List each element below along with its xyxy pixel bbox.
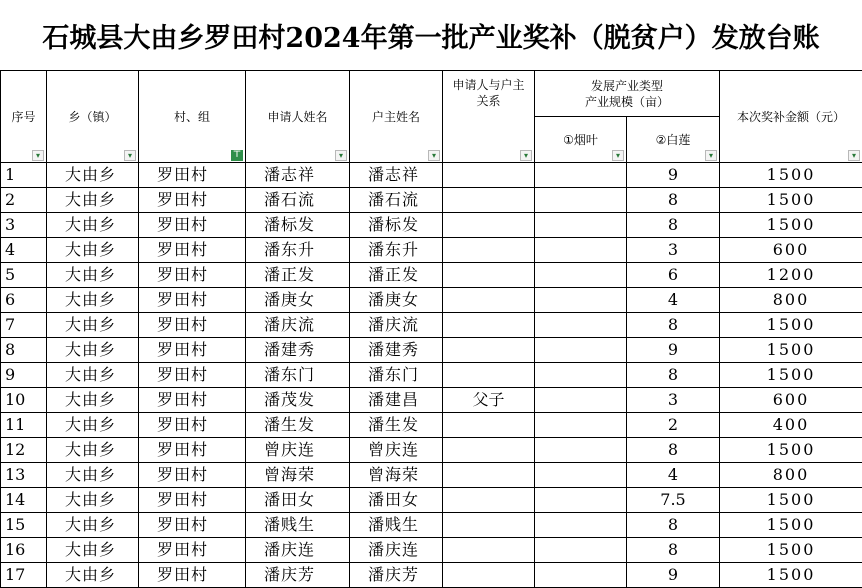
dropdown-arrow-icon[interactable]: ▾ xyxy=(612,150,624,161)
cell-town[interactable]: 大由乡 xyxy=(47,538,139,563)
dropdown-arrow-icon[interactable]: ▾ xyxy=(32,150,44,161)
cell-no[interactable]: 1 xyxy=(1,163,47,188)
cell-no[interactable]: 2 xyxy=(1,188,47,213)
cell-tobacco[interactable] xyxy=(535,513,627,538)
header-lotus: ②白莲 ▾ xyxy=(627,117,720,163)
dropdown-arrow-icon[interactable]: ▾ xyxy=(124,150,136,161)
cell-no[interactable]: 5 xyxy=(1,263,47,288)
cell-lotus[interactable]: 6 xyxy=(627,263,720,288)
cell-village[interactable]: 罗田村 xyxy=(139,288,246,313)
cell-village[interactable]: 罗田村 xyxy=(139,388,246,413)
cell-town[interactable]: 大由乡 xyxy=(47,488,139,513)
cell-village[interactable]: 罗田村 xyxy=(139,538,246,563)
cell-applicant[interactable]: 潘石流 xyxy=(246,188,350,213)
cell-village[interactable]: 罗田村 xyxy=(139,313,246,338)
cell-household[interactable]: 潘庆芳 xyxy=(350,563,443,588)
header-no: 序号 ▾ xyxy=(1,71,47,163)
cell-village[interactable]: 罗田村 xyxy=(139,488,246,513)
cell-household[interactable]: 潘正发 xyxy=(350,263,443,288)
cell-town[interactable]: 大由乡 xyxy=(47,313,139,338)
cell-no[interactable]: 14 xyxy=(1,488,47,513)
cell-no[interactable]: 12 xyxy=(1,438,47,463)
table-row xyxy=(1,463,862,488)
cell-no[interactable]: 3 xyxy=(1,213,47,238)
cell-no[interactable]: 13 xyxy=(1,463,47,488)
cell-village[interactable]: 罗田村 xyxy=(139,163,246,188)
cell-relation[interactable] xyxy=(443,363,535,388)
cell-household[interactable]: 潘标发 xyxy=(350,213,443,238)
table-row xyxy=(1,288,862,313)
cell-tobacco[interactable] xyxy=(535,163,627,188)
cell-lotus[interactable]: 8 xyxy=(627,538,720,563)
dropdown-arrow-icon[interactable]: ▾ xyxy=(335,150,347,161)
cell-household[interactable]: 曾庆连 xyxy=(350,438,443,463)
table-row xyxy=(1,188,862,213)
cell-tobacco[interactable] xyxy=(535,313,627,338)
cell-lotus[interactable]: 2 xyxy=(627,413,720,438)
cell-lotus[interactable]: 7.5 xyxy=(627,488,720,513)
cell-tobacco[interactable] xyxy=(535,538,627,563)
cell-tobacco[interactable] xyxy=(535,438,627,463)
cell-no[interactable]: 16 xyxy=(1,538,47,563)
table-row xyxy=(1,413,862,438)
cell-no[interactable]: 6 xyxy=(1,288,47,313)
cell-relation[interactable] xyxy=(443,563,535,588)
cell-relation[interactable] xyxy=(443,438,535,463)
cell-household[interactable]: 潘东升 xyxy=(350,238,443,263)
cell-tobacco[interactable] xyxy=(535,563,627,588)
cell-town[interactable]: 大由乡 xyxy=(47,238,139,263)
cell-applicant[interactable]: 曾海荣 xyxy=(246,463,350,488)
cell-relation[interactable] xyxy=(443,463,535,488)
ledger-body xyxy=(1,163,862,588)
dropdown-arrow-icon[interactable]: ▾ xyxy=(848,150,860,161)
cell-amount[interactable]: 1500 xyxy=(720,538,862,563)
cell-town[interactable]: 大由乡 xyxy=(47,288,139,313)
cell-lotus[interactable]: 3 xyxy=(627,238,720,263)
cell-lotus[interactable]: 8 xyxy=(627,188,720,213)
cell-village[interactable]: 罗田村 xyxy=(139,363,246,388)
cell-relation[interactable] xyxy=(443,513,535,538)
cell-amount[interactable]: 1500 xyxy=(720,213,862,238)
cell-applicant[interactable]: 潘田女 xyxy=(246,488,350,513)
cell-lotus[interactable]: 9 xyxy=(627,163,720,188)
cell-village[interactable]: 罗田村 xyxy=(139,513,246,538)
cell-tobacco[interactable] xyxy=(535,338,627,363)
cell-applicant[interactable]: 潘贱生 xyxy=(246,513,350,538)
table-row xyxy=(1,538,862,563)
cell-applicant[interactable]: 潘庆芳 xyxy=(246,563,350,588)
cell-household[interactable]: 潘建秀 xyxy=(350,338,443,363)
cell-amount[interactable]: 400 xyxy=(720,413,862,438)
cell-town[interactable]: 大由乡 xyxy=(47,363,139,388)
cell-village[interactable]: 罗田村 xyxy=(139,463,246,488)
table-row xyxy=(1,238,862,263)
cell-town[interactable]: 大由乡 xyxy=(47,388,139,413)
header-amount: 本次奖补金额（元） ▾ xyxy=(720,71,862,163)
cell-amount[interactable]: 1500 xyxy=(720,313,862,338)
dropdown-arrow-icon[interactable]: ▾ xyxy=(428,150,440,161)
header-industry: 发展产业类型 产业规模（亩） xyxy=(535,71,720,117)
dropdown-arrow-icon[interactable]: ▾ xyxy=(705,150,717,161)
cell-relation[interactable] xyxy=(443,413,535,438)
cell-tobacco[interactable] xyxy=(535,238,627,263)
header-relation: 申请人与户主 关系 ▾ xyxy=(443,71,535,163)
cell-applicant[interactable]: 潘志祥 xyxy=(246,163,350,188)
cell-household[interactable]: 潘建昌 xyxy=(350,388,443,413)
cell-no[interactable]: 10 xyxy=(1,388,47,413)
cell-household[interactable]: 潘东门 xyxy=(350,363,443,388)
cell-tobacco[interactable] xyxy=(535,363,627,388)
header-household: 户主姓名 ▾ xyxy=(350,71,443,163)
document-title: 石城县大由乡罗田村2024年第一批产业奖补（脱贫户）发放台账 xyxy=(42,22,820,54)
cell-applicant[interactable]: 潘茂发 xyxy=(246,388,350,413)
cell-lotus[interactable]: 8 xyxy=(627,363,720,388)
cell-lotus[interactable]: 9 xyxy=(627,563,720,588)
cell-applicant[interactable]: 潘标发 xyxy=(246,213,350,238)
table-row xyxy=(1,388,862,413)
table-row xyxy=(1,163,862,188)
cell-village[interactable]: 罗田村 xyxy=(139,438,246,463)
cell-village[interactable]: 罗田村 xyxy=(139,413,246,438)
cell-lotus[interactable]: 4 xyxy=(627,463,720,488)
header-applicant: 申请人姓名 ▾ xyxy=(246,71,350,163)
cell-town[interactable]: 大由乡 xyxy=(47,413,139,438)
cell-village[interactable]: 罗田村 xyxy=(139,263,246,288)
subsidy-ledger-table xyxy=(0,70,862,588)
cell-relation[interactable] xyxy=(443,288,535,313)
cell-no[interactable]: 17 xyxy=(1,563,47,588)
cell-town[interactable]: 大由乡 xyxy=(47,463,139,488)
cell-amount[interactable]: 600 xyxy=(720,388,862,413)
table-row xyxy=(1,263,862,288)
cell-relation[interactable] xyxy=(443,538,535,563)
cell-lotus[interactable]: 8 xyxy=(627,313,720,338)
cell-household[interactable]: 潘庚女 xyxy=(350,288,443,313)
cell-tobacco[interactable] xyxy=(535,188,627,213)
cell-relation[interactable] xyxy=(443,238,535,263)
cell-village[interactable]: 罗田村 xyxy=(139,213,246,238)
cell-relation[interactable] xyxy=(443,313,535,338)
cell-town[interactable]: 大由乡 xyxy=(47,438,139,463)
cell-applicant[interactable]: 潘庆流 xyxy=(246,313,350,338)
cell-applicant[interactable]: 潘建秀 xyxy=(246,338,350,363)
cell-tobacco[interactable] xyxy=(535,263,627,288)
cell-applicant[interactable]: 潘正发 xyxy=(246,263,350,288)
cell-lotus[interactable]: 8 xyxy=(627,213,720,238)
cell-town[interactable]: 大由乡 xyxy=(47,163,139,188)
cell-town[interactable]: 大由乡 xyxy=(47,263,139,288)
cell-lotus[interactable]: 8 xyxy=(627,513,720,538)
table-row xyxy=(1,488,862,513)
cell-town[interactable]: 大由乡 xyxy=(47,188,139,213)
cell-applicant[interactable]: 曾庆连 xyxy=(246,438,350,463)
cell-tobacco[interactable] xyxy=(535,413,627,438)
cell-relation[interactable] xyxy=(443,263,535,288)
cell-amount[interactable]: 1200 xyxy=(720,263,862,288)
cell-lotus[interactable]: 9 xyxy=(627,338,720,363)
cell-amount[interactable]: 600 xyxy=(720,238,862,263)
header-tobacco: ①烟叶 ▾ xyxy=(535,117,627,163)
cell-tobacco[interactable] xyxy=(535,288,627,313)
table-row xyxy=(1,213,862,238)
cell-town[interactable]: 大由乡 xyxy=(47,513,139,538)
filter-active-icon[interactable]: ⊤ xyxy=(232,150,242,160)
cell-amount[interactable]: 1500 xyxy=(720,338,862,363)
cell-relation[interactable] xyxy=(443,338,535,363)
cell-relation[interactable] xyxy=(443,213,535,238)
cell-amount[interactable]: 1500 xyxy=(720,188,862,213)
cell-town[interactable]: 大由乡 xyxy=(47,563,139,588)
cell-amount[interactable]: 1500 xyxy=(720,363,862,388)
cell-relation[interactable] xyxy=(443,188,535,213)
cell-amount[interactable]: 1500 xyxy=(720,563,862,588)
cell-no[interactable]: 15 xyxy=(1,513,47,538)
cell-applicant[interactable]: 潘东升 xyxy=(246,238,350,263)
cell-no[interactable]: 9 xyxy=(1,363,47,388)
cell-tobacco[interactable] xyxy=(535,463,627,488)
cell-relation[interactable]: 父子 xyxy=(443,388,535,413)
cell-village[interactable]: 罗田村 xyxy=(139,338,246,363)
cell-applicant[interactable]: 潘东门 xyxy=(246,363,350,388)
cell-applicant[interactable]: 潘庆连 xyxy=(246,538,350,563)
cell-town[interactable]: 大由乡 xyxy=(47,338,139,363)
cell-amount[interactable]: 1500 xyxy=(720,438,862,463)
table-row xyxy=(1,563,862,588)
cell-village[interactable]: 罗田村 xyxy=(139,188,246,213)
cell-household[interactable]: 潘石流 xyxy=(350,188,443,213)
table-row xyxy=(1,338,862,363)
cell-household[interactable]: 潘庆流 xyxy=(350,313,443,338)
cell-lotus[interactable]: 3 xyxy=(627,388,720,413)
table-row xyxy=(1,513,862,538)
cell-amount[interactable]: 1500 xyxy=(720,488,862,513)
cell-applicant[interactable]: 潘生发 xyxy=(246,413,350,438)
cell-relation[interactable] xyxy=(443,488,535,513)
cell-relation[interactable] xyxy=(443,163,535,188)
cell-lotus[interactable]: 4 xyxy=(627,288,720,313)
cell-applicant[interactable]: 潘庚女 xyxy=(246,288,350,313)
cell-household[interactable]: 潘庆连 xyxy=(350,538,443,563)
cell-town[interactable]: 大由乡 xyxy=(47,213,139,238)
cell-household[interactable]: 潘田女 xyxy=(350,488,443,513)
cell-no[interactable]: 11 xyxy=(1,413,47,438)
cell-lotus[interactable]: 8 xyxy=(627,438,720,463)
cell-household[interactable]: 曾海荣 xyxy=(350,463,443,488)
header-town: 乡（镇） ▾ xyxy=(47,71,139,163)
table-row xyxy=(1,438,862,463)
cell-village[interactable]: 罗田村 xyxy=(139,238,246,263)
table-row xyxy=(1,313,862,338)
header-village: 村、组 ⊤ xyxy=(139,71,246,163)
cell-amount[interactable]: 800 xyxy=(720,288,862,313)
table-row xyxy=(1,363,862,388)
cell-household[interactable]: 潘志祥 xyxy=(350,163,443,188)
dropdown-arrow-icon[interactable]: ▾ xyxy=(520,150,532,161)
cell-no[interactable]: 7 xyxy=(1,313,47,338)
cell-village[interactable]: 罗田村 xyxy=(139,563,246,588)
cell-household[interactable]: 潘生发 xyxy=(350,413,443,438)
cell-amount[interactable]: 800 xyxy=(720,463,862,488)
cell-no[interactable]: 4 xyxy=(1,238,47,263)
cell-no[interactable]: 8 xyxy=(1,338,47,363)
cell-tobacco[interactable] xyxy=(535,213,627,238)
cell-amount[interactable]: 1500 xyxy=(720,163,862,188)
cell-household[interactable]: 潘贱生 xyxy=(350,513,443,538)
cell-amount[interactable]: 1500 xyxy=(720,513,862,538)
cell-tobacco[interactable] xyxy=(535,388,627,413)
cell-tobacco[interactable] xyxy=(535,488,627,513)
